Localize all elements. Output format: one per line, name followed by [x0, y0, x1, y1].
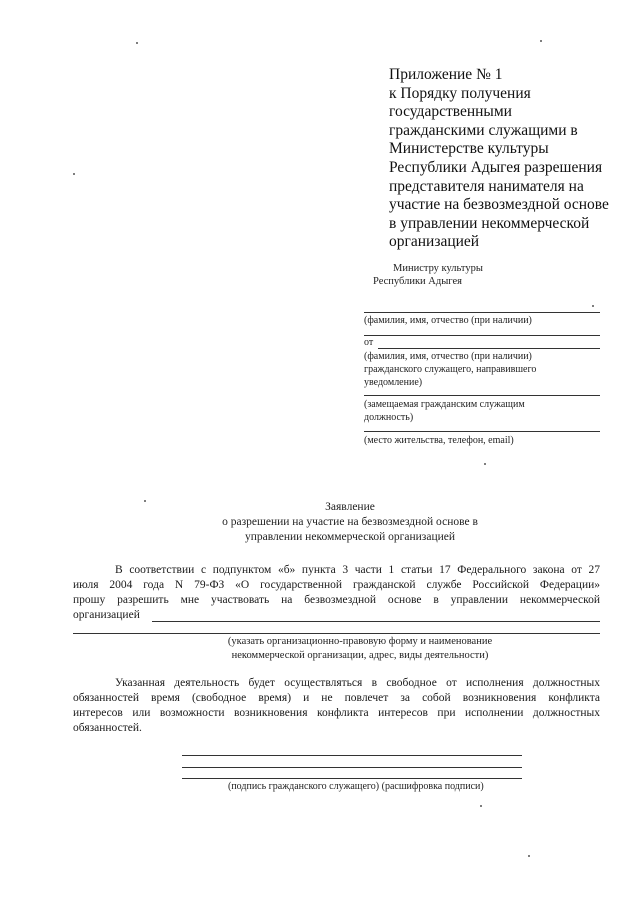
residence-hint: (место жительства, телефон, email)	[364, 435, 514, 446]
appendix-line: к Порядку получения	[389, 84, 531, 102]
scan-speck	[528, 855, 530, 857]
appendix-line: участие на безвозмездной основе	[389, 196, 609, 214]
position-hint-1: (замещаемая гражданским служащим	[364, 399, 525, 410]
appendix-line: гражданскими служащими в	[389, 121, 578, 139]
scan-speck	[480, 805, 482, 807]
signature-line-1	[182, 755, 522, 756]
fio-hint: (фамилия, имя, отчество (при наличии)	[364, 315, 532, 326]
appendix-line: в управлении некоммерческой	[389, 214, 590, 232]
appendix-line: Министерстве культуры	[389, 140, 549, 158]
residence-line	[364, 431, 600, 432]
body-paragraph-2	[73, 676, 600, 736]
fio-line	[364, 312, 600, 313]
body-line: обязанностей время (свободное время) и не повлечет за собой возникновения конфликта	[73, 692, 600, 704]
body-line: интересов или возможности возникновения конфликта интересов при исполнении должностных	[73, 707, 600, 719]
applicant-line	[378, 348, 600, 349]
addressee-line1: Министру культуры	[393, 263, 483, 274]
from-label: от	[364, 337, 374, 348]
document-title: Заявление	[325, 501, 375, 513]
appendix-line: государственными	[389, 103, 512, 121]
org-hint-2: некоммерческой организации, адрес, виды деятельности)	[231, 650, 489, 661]
scan-speck	[136, 42, 138, 44]
body-line: июля 2004 года N 79-ФЗ «О государственной гражданской службе Российской Федерации»	[73, 579, 600, 591]
appendix-line: организацией	[389, 233, 480, 251]
body-line: В соответствии с подпунктом «б» пункта 3 части 1 статьи 17 Федерального закона от 27	[115, 564, 600, 576]
applicant-hint-2: гражданского служащего, направившего	[364, 364, 537, 375]
org-hint-1: (указать организационно-правовую форму и наименование	[227, 636, 493, 647]
body-line: прошу разрешить мне участвовать на безвозмездной основе в управлении некоммерческой	[73, 594, 600, 606]
scan-speck	[540, 40, 542, 42]
appendix-header	[389, 66, 619, 252]
appendix-line: представителя нанимателя на	[389, 177, 584, 195]
document-subtitle-1: о разрешении на участие на безвозмездной основе в	[222, 516, 478, 528]
position-hint-2: должность)	[364, 412, 414, 423]
signature-line-2	[182, 767, 522, 768]
appendix-line: Приложение № 1	[389, 66, 503, 83]
scan-speck	[592, 305, 594, 307]
body-line: организацией	[73, 609, 140, 621]
org-line-2	[73, 633, 600, 634]
applicant-hint-3: уведомление)	[364, 377, 423, 388]
body-line: Указанная деятельность будет осуществляться в свободное от исполнения должностных	[115, 677, 600, 689]
signature-line-3	[182, 778, 522, 779]
scan-speck	[144, 500, 146, 502]
signature-hint: (подпись гражданского служащего) (расшифровка подписи)	[228, 781, 484, 792]
separator-line	[364, 335, 600, 336]
document-subtitle-2: управлении некоммерческой организацией	[244, 531, 456, 543]
scan-speck	[484, 463, 486, 465]
body-paragraph-1	[73, 563, 600, 623]
position-line	[364, 395, 600, 396]
body-line: обязанностей.	[73, 722, 142, 734]
scan-speck	[73, 173, 75, 175]
applicant-hint-1: (фамилия, имя, отчество (при наличии)	[364, 351, 532, 362]
addressee-line2: Республики Адыгея	[373, 276, 462, 287]
appendix-line: Республики Адыгея разрешения	[389, 158, 603, 176]
org-line-1	[152, 621, 600, 622]
